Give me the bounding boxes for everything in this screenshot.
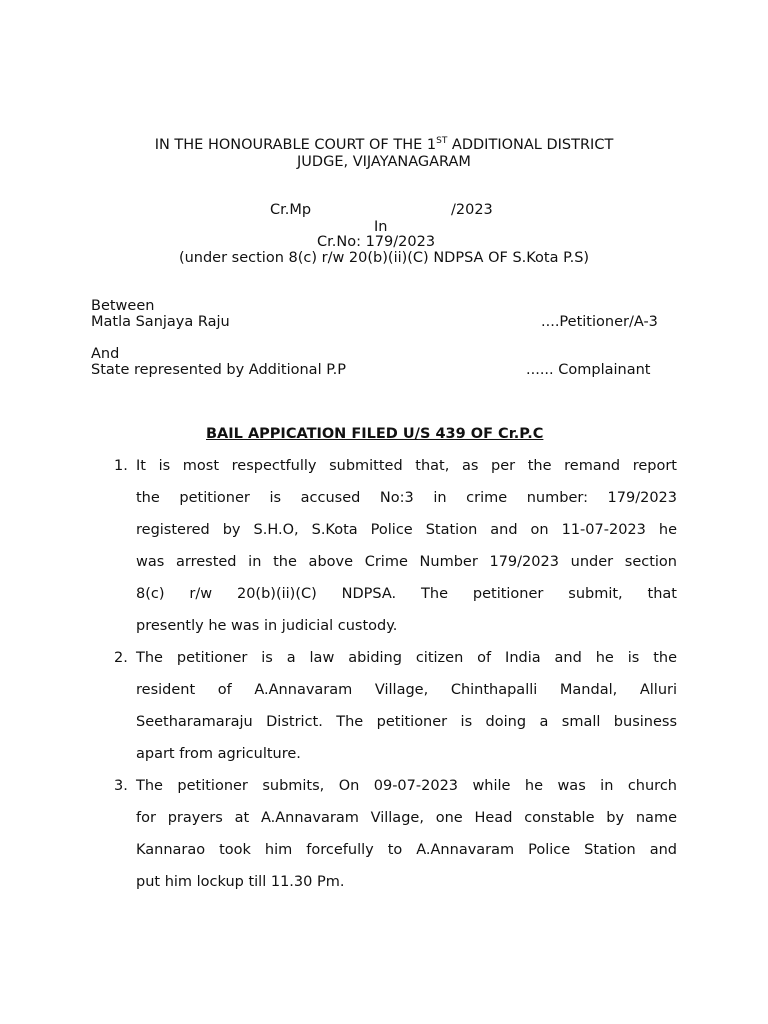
court-heading-line-1 <box>0 137 768 154</box>
paragraph-1-line: 8(c) r/w 20(b)(ii)(C) NDPSA. The petitioner submit, that <box>136 586 677 602</box>
between-label: Between <box>91 298 155 314</box>
paragraph-3-number: 3. <box>114 778 128 794</box>
respondent-role: ...... Complainant <box>526 362 651 378</box>
paragraph-3-line: put him lockup till 11.30 Pm. <box>136 874 345 890</box>
paragraph-2-number: 2. <box>114 650 128 666</box>
paragraph-1-line: It is most respectfully submitted that, as per the remand report <box>136 458 677 474</box>
application-title: BAIL APPICATION FILED U/S 439 OF Cr.P.C <box>206 426 544 442</box>
paragraph-1-line: presently he was in judicial custody. <box>136 618 398 634</box>
paragraph-3-line: The petitioner submits, On 09-07-2023 while he was in church <box>136 778 677 794</box>
respondent-name: State represented by Additional P.P <box>91 362 347 378</box>
paragraph-2-line: apart from agriculture. <box>136 746 301 762</box>
crmp-year: /2023 <box>451 202 493 218</box>
petitioner-role: ....Petitioner/A-3 <box>541 314 658 330</box>
paragraph-2-line: Seetharamaraju District. The petitioner is doing a small business <box>136 714 677 730</box>
paragraph-1-line: the petitioner is accused No:3 in crime number: 179/2023 <box>136 490 677 506</box>
court-heading-text: IN THE HONOURABLE COURT OF THE 1 <box>154 137 437 153</box>
section-reference: (under section 8(c) r/w 20(b)(ii)(C) NDPSA OF S.Kota P.S) <box>178 250 590 266</box>
paragraph-1-line: registered by S.H.O, S.Kota Police Station and on 11-07-2023 he <box>136 522 677 538</box>
ordinal-superscript: ST <box>436 136 448 146</box>
paragraph-3-line: Kannarao took him forcefully to A.Annavaram Police Station and <box>136 842 677 858</box>
paragraph-1-line: was arrested in the above Crime Number 179/2023 under section <box>136 554 677 570</box>
paragraph-2-line: The petitioner is a law abiding citizen of India and he is the <box>136 650 677 666</box>
paragraph-3-line: for prayers at A.Annavaram Village, one Head constable by name <box>136 810 677 826</box>
crime-number: Cr.No: 179/2023 <box>317 234 436 250</box>
court-heading-text-end: ADDITIONAL DISTRICT <box>447 137 614 153</box>
petitioner-name: Matla Sanjaya Raju <box>91 314 230 330</box>
paragraph-1-number: 1. <box>114 458 128 474</box>
and-label: And <box>91 346 120 362</box>
paragraph-2-line: resident of A.Annavaram Village, Chinthapalli Mandal, Alluri <box>136 682 677 698</box>
court-heading-line-2: JUDGE, VIJAYANAGARAM <box>297 154 471 170</box>
crmp-label: Cr.Mp <box>270 202 312 218</box>
in-label: In <box>374 219 388 235</box>
